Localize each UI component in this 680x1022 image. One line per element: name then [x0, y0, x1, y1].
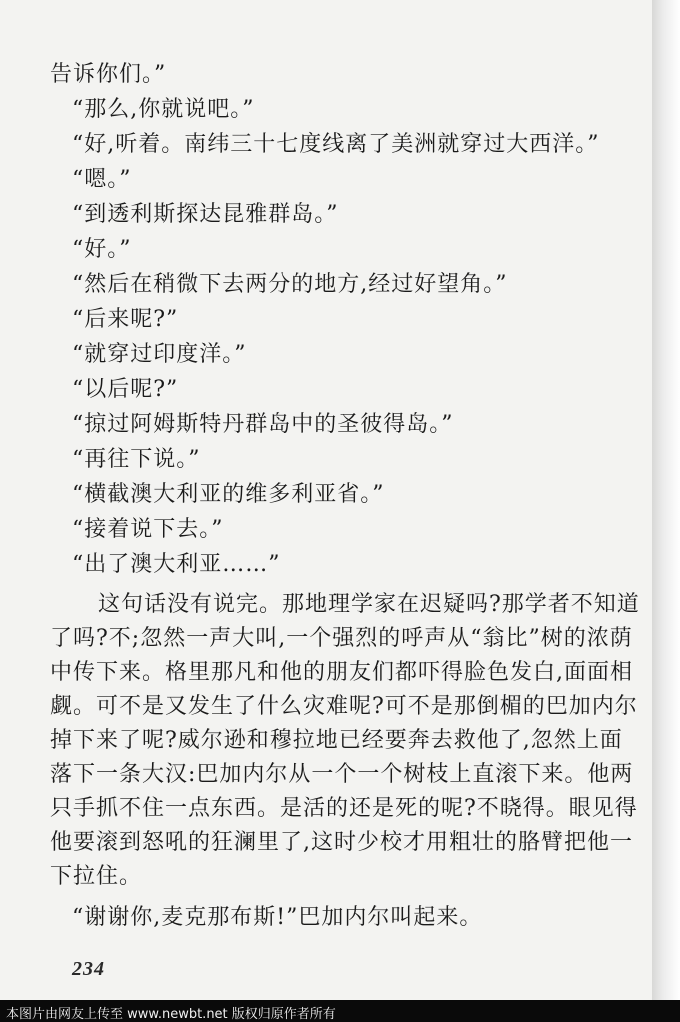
text-line: 告诉你们。”: [50, 62, 167, 87]
footer-watermark-text: 本图片由网友上传至 www.newbt.net 版权归原作者所有: [6, 1007, 336, 1022]
text-line: “接着说下去。”: [72, 517, 224, 542]
text-line: “横截澳大利亚的维多利亚省。”: [72, 482, 385, 507]
text-line: “后来呢?”: [72, 307, 179, 332]
text-line: “好。”: [72, 237, 132, 262]
page-edge: [652, 0, 680, 1000]
page-number: 234: [72, 958, 105, 980]
text-line: “出了澳大利亚……”: [72, 552, 281, 577]
text-line: “就穿过印度洋。”: [72, 342, 247, 367]
text-line: “好,听着。南纬三十七度线离了美洲就穿过大西洋。”: [72, 132, 600, 157]
text-line: “然后在稍微下去两分的地方,经过好望角。”: [72, 272, 508, 297]
text-line: 觑。可不是又发生了什么灾难呢?可不是那倒楣的巴加内尔: [50, 694, 638, 719]
text-line: “以后呢?”: [72, 377, 179, 402]
text-line: “掠过阿姆斯特丹群岛中的圣彼得岛。”: [72, 412, 454, 437]
text-line: 落下一条大汉:巴加内尔从一个一个树枝上直滚下来。他两: [50, 762, 634, 787]
text-line: 中传下来。格里那凡和他的朋友们都吓得脸色发白,面面相: [50, 660, 633, 685]
text-line: 下拉住。: [50, 864, 143, 889]
text-line: “那么,你就说吧。”: [72, 97, 255, 122]
text-line: 了吗?不;忽然一声大叫,一个强烈的呼声从“翁比”树的浓荫: [50, 626, 633, 651]
text-line: 掉下来了呢?威尔逊和穆拉地已经要奔去救他了,忽然上面: [50, 728, 623, 753]
text-line: “再往下说。”: [72, 447, 201, 472]
footer-bar: [0, 1000, 680, 1022]
text-line: “到透利斯探达昆雅群岛。”: [72, 202, 339, 227]
text-line: 这句话没有说完。那地理学家在迟疑吗?那学者不知道: [98, 592, 640, 617]
text-line: 他要滚到怒吼的狂澜里了,这时少校才用粗壮的胳臂把他一: [50, 830, 633, 855]
text-line: “谢谢你,麦克那布斯!”巴加内尔叫起来。: [72, 905, 483, 930]
text-line: 只手抓不住一点东西。是活的还是死的呢?不晓得。眼见得: [50, 796, 638, 821]
text-line: “嗯。”: [72, 167, 132, 192]
